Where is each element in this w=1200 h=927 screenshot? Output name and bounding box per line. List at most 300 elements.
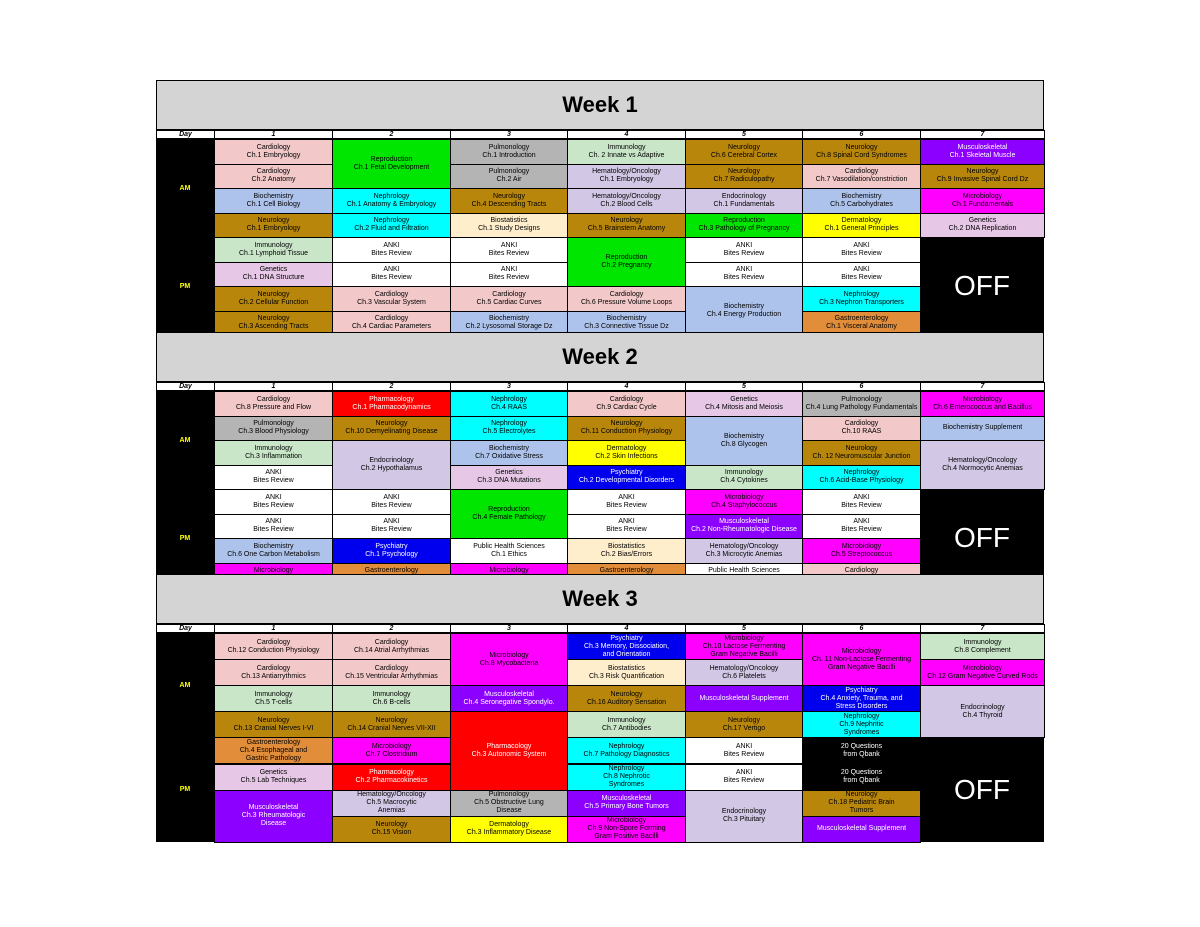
schedule-cell bbox=[450, 633, 568, 686]
schedule-cell bbox=[802, 737, 921, 764]
subject-label: Biochemistry bbox=[488, 315, 530, 323]
subject-label: Cardiology bbox=[256, 638, 291, 646]
chapter-label: Ch.14 Atrial Arrhythmias bbox=[353, 646, 430, 654]
chapter-label: Ch.2 Fluid and Filtration bbox=[354, 225, 429, 233]
subject-label: Nephrology bbox=[843, 469, 880, 477]
schedule-cell bbox=[214, 685, 333, 712]
schedule-cell bbox=[332, 416, 451, 442]
subject-label: Microbiology bbox=[606, 817, 647, 825]
subject-label: Cardiology bbox=[374, 290, 409, 298]
subject-label: Genetics bbox=[495, 469, 523, 477]
subject-label: Neurology bbox=[845, 143, 878, 151]
subject-label: Cardiology bbox=[374, 638, 409, 646]
schedule-cell bbox=[802, 139, 921, 165]
chapter-label: Ch.6 Platelets bbox=[722, 672, 766, 680]
schedule-cell bbox=[802, 816, 921, 843]
subject-label: Hematology/Oncology bbox=[592, 192, 661, 200]
chapter-label: Ch.5 Macrocytic bbox=[366, 799, 417, 807]
schedule-cell bbox=[450, 139, 568, 165]
schedule-cell bbox=[214, 139, 333, 165]
subject-label: Pulmonology bbox=[488, 168, 530, 176]
day-header-7: 7 bbox=[920, 130, 1045, 139]
subject-label: Pulmonology bbox=[841, 395, 882, 403]
subject-label: Hematology/Oncology bbox=[948, 457, 1017, 464]
subject-label: Pulmonology bbox=[488, 791, 530, 799]
schedule-cell bbox=[567, 764, 686, 791]
subject-label: Musculoskeletal bbox=[484, 690, 534, 698]
chapter-label: Ch.4 Staphylococcus bbox=[711, 501, 777, 509]
day-header-1: 1 bbox=[214, 130, 333, 139]
chapter-label: Ch.1 Psychology bbox=[365, 550, 418, 558]
subject-label: Immunology bbox=[607, 716, 646, 724]
subject-label: Musculoskeletal bbox=[957, 143, 1008, 151]
schedule-cell bbox=[332, 685, 451, 712]
chapter-label: Ch.10 Demyelinating Disease bbox=[345, 428, 438, 436]
chapter-label: from Qbank bbox=[843, 777, 880, 785]
chapter-label: Ch.5 Primary Bone Tumors bbox=[584, 803, 669, 811]
schedule-cell bbox=[567, 139, 686, 165]
chapter-label: Ch.9 Cardiac Cycle bbox=[596, 403, 657, 411]
subject-label: Microbiology bbox=[253, 567, 294, 575]
pm-label: PM bbox=[156, 237, 214, 335]
subject-label: Psychiatry bbox=[610, 469, 643, 477]
schedule-cell bbox=[685, 164, 803, 190]
chapter-label: Ch.3 Blood Physiology bbox=[238, 428, 309, 436]
day-header-7: 7 bbox=[920, 382, 1045, 391]
subject-label: Reproduction bbox=[488, 506, 530, 513]
schedule-cell bbox=[567, 633, 686, 660]
chapter-label: Ch.3 Microcytic Anemias bbox=[705, 550, 783, 558]
subject-label: Neurology bbox=[257, 217, 290, 225]
day-header-5: 5 bbox=[685, 382, 803, 391]
schedule-cell bbox=[802, 188, 921, 214]
subject-label: Psychiatry bbox=[375, 542, 408, 550]
schedule-cell bbox=[332, 764, 451, 791]
chapter-label: Ch.6 Enterococcus and Bacillus bbox=[933, 403, 1032, 411]
chapter-label: Bites Review bbox=[723, 274, 765, 282]
day-header-3: 3 bbox=[450, 624, 568, 633]
chapter-label: Ch.12 Conduction Physiology bbox=[227, 646, 320, 654]
chapter-label: Ch.4 Seronegative Spondylo. bbox=[463, 698, 555, 706]
day-header-4: 4 bbox=[567, 382, 686, 391]
chapter-label: Bites Review bbox=[371, 274, 412, 282]
subject-label: Nephrology bbox=[491, 395, 527, 403]
subject-label: Nephrology bbox=[608, 765, 645, 773]
subject-label: Nephrology bbox=[373, 192, 410, 200]
week-title: Week 3 bbox=[156, 574, 1044, 624]
subject-label: Hematology/Oncology bbox=[709, 542, 779, 550]
schedule-cell bbox=[920, 188, 1045, 214]
chapter-label: Ch.7 Pathology Diagnostics bbox=[583, 750, 670, 758]
schedule-cell bbox=[685, 737, 803, 764]
chapter-label: Ch.3 Connective Tissue Dz bbox=[584, 323, 669, 331]
day-header-label: Day bbox=[156, 624, 215, 633]
day-header-2: 2 bbox=[332, 130, 451, 139]
schedule-cell bbox=[802, 286, 921, 312]
subject-label: ANKI bbox=[500, 266, 518, 274]
schedule-cell bbox=[214, 659, 333, 686]
chapter-label: Ch.7 Vasodilation/constriction bbox=[815, 176, 908, 184]
schedule-cell bbox=[920, 416, 1045, 442]
schedule-cell bbox=[920, 139, 1045, 165]
chapter-label: Bites Review bbox=[723, 249, 765, 257]
subject-label: Biochemistry bbox=[606, 315, 647, 323]
chapter-label: Bites Review bbox=[841, 526, 882, 534]
subject-label: Cardiology bbox=[844, 420, 879, 428]
schedule-cell bbox=[685, 764, 803, 791]
day-header-1: 1 bbox=[214, 382, 333, 391]
schedule-cell bbox=[214, 286, 333, 312]
subject-label: Nephrology bbox=[491, 420, 527, 428]
chapter-label: Ch.15 Vision bbox=[371, 829, 412, 837]
chapter-label: Ch.2 DNA Replication bbox=[948, 225, 1017, 233]
chapter-label: Ch.3 DNA Mutations bbox=[477, 477, 541, 485]
subject-label: ANKI bbox=[853, 241, 870, 249]
subject-label: Immunology bbox=[963, 638, 1002, 646]
day-header-4: 4 bbox=[567, 624, 686, 633]
chapter-label: Ch.6 Cerebral Cortex bbox=[710, 151, 778, 159]
subject-label: Gastroenterology bbox=[834, 315, 889, 323]
schedule-cell bbox=[802, 440, 921, 466]
chapter-label: Ch.13 Antiarrythmics bbox=[241, 672, 306, 680]
schedule-cell bbox=[450, 465, 568, 491]
schedule-cell bbox=[685, 489, 803, 515]
schedule-cell bbox=[214, 237, 333, 263]
chapter-label: Syndromes bbox=[608, 781, 645, 789]
schedule-cell bbox=[214, 416, 333, 442]
chapter-label: Ch.17 Vertigo bbox=[722, 724, 766, 732]
subject-label: Musculoskeletal bbox=[601, 795, 652, 803]
subject-label: Musculoskeletal bbox=[248, 804, 299, 812]
subject-label: Neurology bbox=[610, 217, 643, 225]
chapter-label: Ch.7 Antibodies bbox=[601, 724, 652, 732]
subject-label: ANKI bbox=[853, 493, 870, 501]
chapter-label: Ch.4 Energy Production bbox=[706, 311, 782, 318]
subject-label: Endocrinology bbox=[960, 703, 1005, 711]
schedule-cell bbox=[332, 633, 451, 660]
chapter-label: Ch.6 Acid-Base Physiology bbox=[819, 477, 904, 485]
chapter-label: Gram Negative Bacilli bbox=[710, 650, 778, 658]
chapter-label: Ch.10 RAAS bbox=[841, 428, 882, 436]
chapter-label: Ch.9 Non-Spore Forming bbox=[587, 825, 666, 833]
schedule-cell bbox=[332, 538, 451, 564]
schedule-cell bbox=[450, 416, 568, 442]
subject-label: Neurology bbox=[728, 143, 760, 151]
schedule-cell bbox=[685, 391, 803, 417]
subject-label: Cardiology bbox=[256, 395, 291, 403]
subject-label: Cardiology bbox=[256, 664, 291, 672]
schedule-cell bbox=[450, 188, 568, 214]
schedule-cell bbox=[802, 790, 921, 817]
chapter-label: Ch.4 Cytokines bbox=[720, 477, 768, 485]
subject-label: Immunology bbox=[254, 690, 293, 698]
subject-label: Cardiology bbox=[256, 168, 291, 176]
schedule-cell bbox=[214, 633, 333, 660]
subject-label: Neurology bbox=[728, 716, 760, 724]
subject-label: Dermatology bbox=[489, 821, 529, 829]
chapter-label: Ch.8 Nephrotic bbox=[603, 773, 650, 781]
subject-label: ANKI bbox=[618, 493, 635, 501]
schedule-cell bbox=[802, 213, 921, 239]
chapter-label: Ch.11 Conduction Physiology bbox=[580, 428, 673, 436]
chapter-label: Ch.6 B-cells bbox=[372, 698, 411, 706]
chapter-label: Ch.1 Fundamentals bbox=[951, 200, 1014, 208]
subject-label: Neurology bbox=[845, 791, 878, 799]
subject-label: ANKI bbox=[735, 266, 753, 274]
subject-label: ANKI bbox=[500, 241, 518, 249]
schedule-sheet bbox=[156, 80, 1044, 846]
chapter-label: Ch.4 Mitosis and Meiosis bbox=[705, 403, 783, 411]
schedule-cell bbox=[685, 139, 803, 165]
schedule-cell bbox=[450, 213, 568, 239]
subject-label: Pharmacology bbox=[369, 769, 414, 777]
schedule-cell bbox=[685, 711, 803, 738]
subject-label: Genetics bbox=[968, 217, 997, 225]
schedule-cell bbox=[214, 737, 333, 764]
chapter-label: Ch.2 Anatomy bbox=[251, 176, 296, 184]
chapter-label: Ch.5 Carbohydrates bbox=[830, 200, 893, 208]
subject-label: Biostatistics bbox=[608, 664, 645, 672]
schedule-cell bbox=[332, 489, 451, 515]
chapter-label: Ch.2 Skin Infections bbox=[595, 452, 658, 460]
schedule-cell bbox=[685, 237, 803, 263]
chapter-label: Ch.2 Air bbox=[496, 176, 522, 184]
schedule-cell bbox=[567, 816, 686, 843]
day-header-6: 6 bbox=[802, 624, 921, 633]
subject-label: Neurology bbox=[845, 444, 878, 452]
schedule-cell bbox=[332, 188, 451, 214]
schedule-cell bbox=[920, 633, 1045, 660]
chapter-label: Ch.2 Pharmacokinetics bbox=[355, 777, 428, 785]
schedule-cell bbox=[214, 164, 333, 190]
subject-label: Pulmonology bbox=[488, 143, 530, 151]
subject-label: Cardiology bbox=[609, 290, 644, 298]
schedule-cell bbox=[332, 440, 451, 490]
chapter-label: Gram Negative Bacilli bbox=[827, 663, 896, 671]
schedule-cell bbox=[802, 391, 921, 417]
chapter-label: Ch.18 Pediatric Brain bbox=[828, 799, 895, 807]
schedule-cell bbox=[567, 391, 686, 417]
schedule-cell bbox=[450, 440, 568, 466]
subject-label: Immunology bbox=[607, 143, 646, 151]
off-block: OFF bbox=[920, 489, 1044, 587]
subject-label: Cardiology bbox=[492, 290, 526, 298]
schedule-cell bbox=[450, 538, 568, 564]
day-header-5: 5 bbox=[685, 624, 803, 633]
schedule-cell bbox=[802, 416, 921, 442]
subject-label: Neurology bbox=[375, 420, 408, 428]
subject-label: ANKI bbox=[735, 769, 753, 777]
chapter-label: Ch.7 Radiculopathy bbox=[713, 176, 775, 184]
schedule-cell bbox=[214, 465, 333, 491]
subject-label: Pulmonology bbox=[253, 420, 294, 428]
chapter-label: Ch.1 Embryology bbox=[246, 225, 301, 233]
schedule-cell bbox=[214, 440, 333, 466]
subject-label: Neurology bbox=[375, 821, 408, 829]
pm-label: PM bbox=[156, 737, 214, 841]
week-title: Week 2 bbox=[156, 332, 1044, 382]
subject-label: Musculoskeletal Supplement bbox=[699, 694, 789, 702]
subject-label: ANKI bbox=[853, 266, 870, 274]
chapter-label: Ch.10 Lactose Fermenting bbox=[702, 642, 786, 650]
chapter-label: Ch.3 Inflammation bbox=[245, 452, 302, 460]
schedule-cell bbox=[567, 711, 686, 738]
subject-label: Gastroenterology bbox=[599, 567, 654, 575]
schedule-cell bbox=[214, 391, 333, 417]
subject-label: Cardiology bbox=[844, 168, 879, 176]
subject-label: Biochemistry bbox=[253, 542, 294, 550]
chapter-label: Ch.8 Mycobacteria bbox=[479, 659, 539, 667]
subject-label: Genetics bbox=[259, 769, 288, 777]
chapter-label: Ch.2 Developmental Disorders bbox=[578, 477, 675, 485]
chapter-label: Ch.5 Brainstem Anatomy bbox=[587, 225, 666, 233]
chapter-label: Ch.2 Hypothalamus bbox=[360, 465, 423, 472]
subject-label: Immunology bbox=[254, 444, 293, 452]
schedule-cell bbox=[567, 489, 686, 515]
chapter-label: Ch.8 Pressure and Flow bbox=[235, 403, 312, 411]
schedule-cell bbox=[685, 659, 803, 686]
chapter-label: Bites Review bbox=[253, 501, 294, 509]
chapter-label: Bites Review bbox=[606, 501, 647, 509]
am-label: AM bbox=[156, 633, 214, 737]
subject-label: Cardiology bbox=[844, 567, 879, 575]
subject-label: Neurology bbox=[610, 690, 643, 698]
chapter-label: Ch.7 Clostridium bbox=[365, 750, 418, 758]
subject-label: Neurology bbox=[257, 290, 290, 298]
chapter-label: Syndromes bbox=[843, 728, 880, 736]
chapter-label: and Orientation bbox=[602, 650, 651, 658]
schedule-cell bbox=[450, 685, 568, 712]
subject-label: 20 Questions bbox=[840, 742, 883, 750]
subject-label: Immunology bbox=[372, 690, 411, 698]
schedule-cell bbox=[567, 188, 686, 214]
chapter-label: Ch.2 Lysosomal Storage Dz bbox=[465, 323, 553, 331]
subject-label: Biochemistry bbox=[253, 192, 294, 200]
schedule-cell bbox=[802, 237, 921, 263]
schedule-cell bbox=[802, 764, 921, 791]
chapter-label: Bites Review bbox=[606, 526, 647, 534]
schedule-cell bbox=[214, 711, 333, 738]
chapter-label: Ch.1 Embryology bbox=[599, 176, 654, 184]
chapter-label: Bites Review bbox=[488, 249, 530, 257]
subject-label: Nephrology bbox=[373, 217, 410, 225]
schedule-cell bbox=[685, 514, 803, 540]
subject-label: Neurology bbox=[966, 168, 999, 176]
chapter-label: Bites Review bbox=[841, 501, 882, 509]
subject-label: Immunology bbox=[254, 241, 293, 249]
chapter-label: Ch.7 Oxidative Stress bbox=[475, 452, 543, 460]
day-header-label: Day bbox=[156, 130, 215, 139]
chapter-label: Stress Disorders bbox=[835, 702, 888, 710]
subject-label: Genetics bbox=[259, 266, 288, 274]
am-label: AM bbox=[156, 391, 214, 489]
subject-label: Biochemistry bbox=[723, 432, 765, 440]
day-header-3: 3 bbox=[450, 130, 568, 139]
subject-label: Biostatistics bbox=[608, 542, 645, 550]
schedule-cell bbox=[685, 262, 803, 288]
subject-label: ANKI bbox=[735, 742, 753, 750]
schedule-cell bbox=[214, 538, 333, 564]
chapter-label: Bites Review bbox=[723, 777, 765, 785]
schedule-cell bbox=[450, 711, 568, 790]
chapter-label: Bites Review bbox=[253, 477, 294, 485]
chapter-label: Ch.1 Introduction bbox=[482, 151, 536, 159]
schedule-cell bbox=[685, 538, 803, 564]
schedule-cell bbox=[920, 164, 1045, 190]
schedule-cell bbox=[685, 685, 803, 712]
chapter-label: Ch.3 Autonomic System bbox=[471, 750, 547, 758]
chapter-label: Ch.4 Lung Pathology Fundamentals bbox=[805, 403, 918, 411]
subject-label: Endocrinology bbox=[369, 457, 414, 464]
schedule-cell bbox=[214, 213, 333, 239]
day-header-2: 2 bbox=[332, 382, 451, 391]
chapter-label: Ch.5 Cardiac Curves bbox=[476, 298, 542, 306]
subject-label: Microbiology bbox=[724, 634, 764, 642]
subject-label: Microbiology bbox=[371, 742, 412, 750]
schedule-cell bbox=[567, 465, 686, 491]
schedule-cell bbox=[685, 633, 803, 660]
chapter-label: Gram Positive Bacilli bbox=[594, 833, 659, 841]
schedule-cell bbox=[450, 262, 568, 288]
schedule-cell bbox=[567, 416, 686, 442]
schedule-cell bbox=[567, 737, 686, 764]
schedule-cell bbox=[450, 391, 568, 417]
chapter-label: Anemias bbox=[377, 807, 406, 815]
chapter-label: Ch.4 Esophageal and bbox=[239, 746, 308, 754]
chapter-label: Ch.1 Visceral Anatomy bbox=[826, 323, 897, 331]
schedule-cell bbox=[685, 213, 803, 239]
subject-label: Public Health Sciences bbox=[708, 567, 780, 575]
subject-label: Biochemistry Supplement bbox=[942, 424, 1023, 432]
schedule-cell bbox=[332, 237, 451, 263]
schedule-cell bbox=[214, 764, 333, 791]
subject-label: ANKI bbox=[383, 241, 400, 249]
chapter-label: Bites Review bbox=[253, 526, 294, 534]
subject-label: Hematology/Oncology bbox=[709, 664, 779, 672]
schedule-cell bbox=[332, 213, 451, 239]
schedule-cell bbox=[567, 538, 686, 564]
chapter-label: Bites Review bbox=[371, 526, 412, 534]
chapter-label: Bites Review bbox=[723, 750, 765, 758]
chapter-label: Ch.1 Cell Biology bbox=[246, 200, 301, 208]
schedule-cell bbox=[802, 711, 921, 738]
schedule-cell bbox=[567, 213, 686, 239]
subject-label: Biostatistics bbox=[490, 217, 528, 225]
schedule-cell bbox=[450, 790, 568, 817]
subject-label: ANKI bbox=[383, 266, 400, 274]
pm-label: PM bbox=[156, 489, 214, 587]
schedule-cell bbox=[920, 391, 1045, 417]
chapter-label: Ch.1 Anatomy & Embryology bbox=[346, 200, 437, 208]
schedule-cell bbox=[802, 685, 921, 712]
subject-label: Biochemistry bbox=[841, 192, 882, 200]
chapter-label: Ch.3 Nephron Transporters bbox=[819, 298, 904, 306]
chapter-label: Ch.1 Skeletal Muscle bbox=[949, 151, 1016, 159]
subject-label: Musculoskeletal bbox=[719, 518, 769, 526]
schedule-cell bbox=[332, 262, 451, 288]
chapter-label: Disease bbox=[496, 807, 522, 815]
day-header-2: 2 bbox=[332, 624, 451, 633]
subject-label: Neurology bbox=[493, 192, 525, 200]
day-header-1: 1 bbox=[214, 624, 333, 633]
subject-label: Cardiology bbox=[374, 664, 409, 672]
chapter-label: Ch.15 Ventricular Arrhythmias bbox=[345, 672, 438, 680]
schedule-cell bbox=[685, 416, 803, 466]
subject-label: Cardiology bbox=[374, 315, 409, 323]
chapter-label: Ch.3 Pituitary bbox=[722, 816, 766, 824]
subject-label: Reproduction bbox=[370, 156, 413, 163]
chapter-label: Ch.5 Obstructive Lung bbox=[474, 799, 544, 807]
